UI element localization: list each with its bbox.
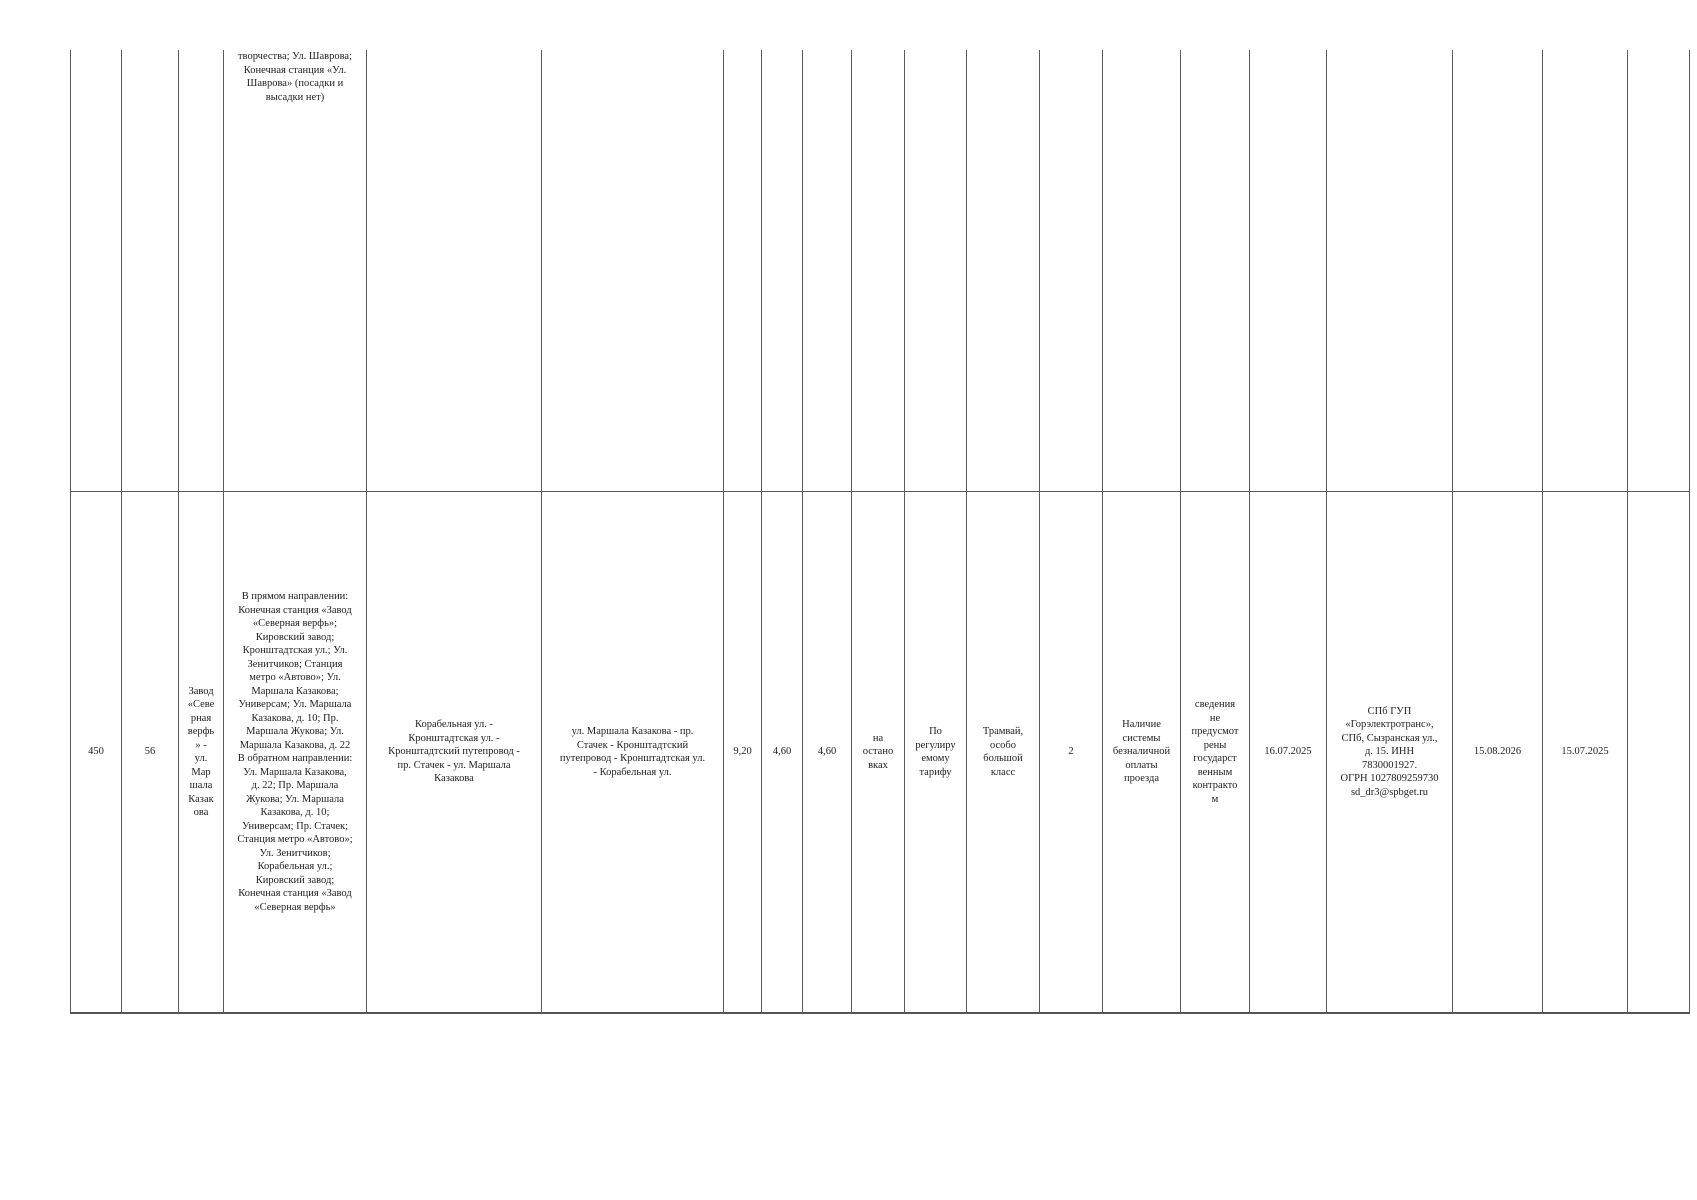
cell-vehicle-features-cont (1103, 50, 1181, 492)
cell-extra (1628, 492, 1690, 1014)
cell-streets-backward: ул. Маршала Казакова - пр. Стачек - Кронштадтский путепровод - Кронштадтская ул. - Корабельная ул. (542, 492, 724, 1014)
cell-date-end: 15.08.2026 (1453, 492, 1543, 1014)
cell-vehicle-count-cont (1040, 50, 1103, 492)
cell-fare-type: По регулиру емому тарифу (905, 492, 967, 1014)
table-row-continued (71, 50, 1690, 492)
cell-reg-number: 450 (71, 492, 122, 1014)
cell-stops-cont: творчества; Ул. Шаврова; Конечная станция «Ул. Шаврова» (посадки и высадки нет) (224, 50, 367, 492)
cell-length-total: 9,20 (724, 492, 762, 1014)
cell-length-forward-cont (762, 50, 803, 492)
cell-streets-forward-cont (367, 50, 542, 492)
cell-carrier-cont (1327, 50, 1453, 492)
cell-reg-number-cont (71, 50, 122, 492)
cell-route-name-cont (179, 50, 224, 492)
cell-carrier: СПб ГУП «Горэлектротранс», СПб, Сызранская ул., д. 15. ИНН 7830001927. ОГРН 1027809259730 sd_dr3@spbget.ru (1327, 492, 1453, 1014)
cell-route-number-cont (122, 50, 179, 492)
cell-vehicle-count: 2 (1040, 492, 1103, 1014)
cell-date-end-cont (1453, 50, 1543, 492)
cell-start-date: 16.07.2025 (1250, 492, 1327, 1014)
cell-length-forward: 4,60 (762, 492, 803, 1014)
cell-start-date-cont (1250, 50, 1327, 492)
cell-length-backward-cont (803, 50, 852, 492)
cell-vehicle-features: Наличие системы безналичной оплаты проезда (1103, 492, 1181, 1014)
cell-date-start: 15.07.2025 (1543, 492, 1628, 1014)
cell-date-start-cont (1543, 50, 1628, 492)
cell-extra-cont (1628, 50, 1690, 492)
cell-fare-type-cont (905, 50, 967, 492)
cell-contract-info-cont (1181, 50, 1250, 492)
cell-contract-info: сведения не предусмот рены государст венным контракто м (1181, 492, 1250, 1014)
cell-route-name: Завод «Севе рная верфь » - ул. Мар шала Казак ова (179, 492, 224, 1014)
cell-streets-backward-cont (542, 50, 724, 492)
cell-vehicle: Трамвай, особо большой класс (967, 492, 1040, 1014)
cell-vehicle-cont (967, 50, 1040, 492)
cell-length-backward: 4,60 (803, 492, 852, 1014)
cell-stops: В прямом направлении: Конечная станция «Завод «Северная верфь»; Кировский завод; Кронштадтская ул.; Ул. Зенитчиков; Станция метро «Автово»; Ул. Маршала Казакова; Универсам; Ул. Маршала Казакова, д. 10; Пр. Маршала Жукова; Ул. Маршала Казакова, д. 22 В обратном направлении: Ул. Маршала Казакова, д. 22; Пр. Маршала Жукова; Ул. Маршала Казакова, д. 10; Универсам; Пр. Стачек; Станция метро «Автово»; Ул. Зенитчиков; Корабельная ул.; Кировский завод; Конечная станция «Завод «Северная верфь» (224, 492, 367, 1014)
cell-length-total-cont (724, 50, 762, 492)
cell-streets-forward: Корабельная ул. - Кронштадтская ул. - Кронштадтский путепровод - пр. Стачек - ул. Маршала Казакова (367, 492, 542, 1014)
cell-route-number: 56 (122, 492, 179, 1014)
table-row (71, 492, 1690, 1014)
route-registry-table (70, 50, 1690, 1014)
cell-stop-order-cont (852, 50, 905, 492)
cell-stop-order: на остано вках (852, 492, 905, 1014)
